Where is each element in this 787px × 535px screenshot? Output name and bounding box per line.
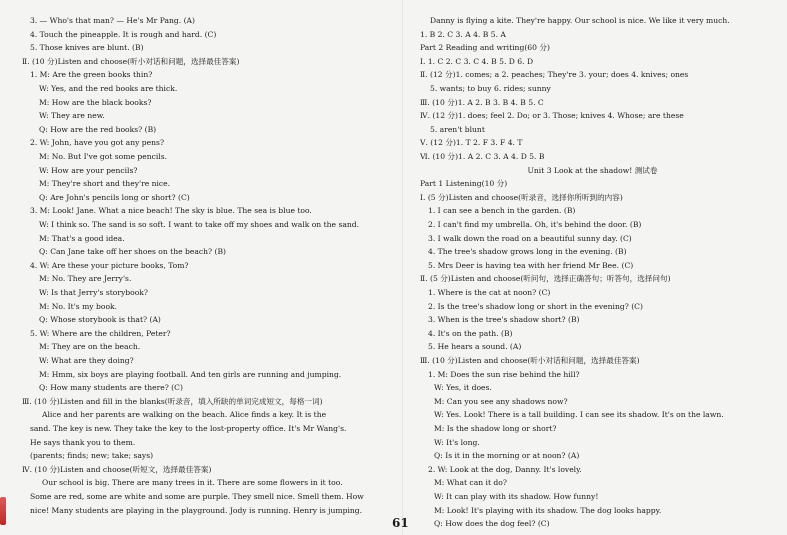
text-line: W: It's long. [434, 437, 480, 447]
text-line: Ⅰ. 1. C 2. C 3. C 4. B 5. D 6. D [420, 56, 534, 66]
text-line: 4. It's on the path. (B) [428, 328, 513, 338]
text-line: 3. I walk down the road on a beautiful sunny day. (C) [428, 233, 632, 243]
text-line: Ⅱ. (12 分)1. comes; a 2. peaches; They're 3. your; does 4. knives; ones [420, 70, 689, 80]
text-line: Ⅲ. (10 分)1. A 2. B 3. B 4. B 5. C [420, 97, 544, 107]
text-line: W: Yes, and the red books are thick. [39, 84, 178, 93]
text-line: W: How are your pencils? [39, 165, 138, 175]
text-line: 4. Touch the pineapple. It is rough and hard. (C) [30, 29, 217, 39]
text-line: Q: Are John's pencils long or short? (C) [39, 192, 190, 202]
text-line: M: No. But I've got some pencils. [39, 152, 168, 161]
text-line: Q: How many students are there? (C) [39, 383, 183, 393]
text-line: M: Hmm, six boys are playing football. And ten girls are running and jumping. [39, 369, 342, 379]
text-line: M: They're short and they're nice. [39, 179, 171, 189]
text-line: (parents; finds; new; take; says) [30, 451, 154, 461]
text-line: W: Yes. Look! There is a tall building. I can see its shadow. It's on the lawn. [434, 410, 724, 420]
text-line: Our school is big. There are many trees in it. There are some flowers in it too. [42, 478, 343, 488]
text-line: M: What can it do? [434, 478, 507, 488]
text-line: 5. W: Where are the children, Peter? [30, 328, 171, 338]
text-line: M: Look! It's playing with its shadow. The dog looks happy. [434, 505, 662, 515]
text-line: 2. Is the tree's shadow long or short in the evening? (C) [428, 301, 643, 311]
text-line: 2. W: John, have you got any pens? [30, 138, 165, 148]
text-line: 5. Those knives are blunt. (B) [30, 43, 144, 53]
text-line: Ⅲ. (10 分)Listen and choose(听小对话和问题，选择最佳答案) [420, 356, 640, 365]
text-line: 1. M: Are the green books thin? [30, 70, 153, 80]
text-line: Q: How are the red books? (B) [39, 124, 157, 134]
text-line: Ⅳ. (10 分)Listen and choose(听短文，选择最佳答案) [22, 464, 212, 474]
text-line: 1. I can see a bench in the garden. (B) [428, 206, 576, 216]
text-line: M: Can you see any shadows now? [434, 396, 568, 406]
text-line: W: I think so. The sand is so soft. I want to take off my shoes and walk on the sand. [39, 220, 360, 229]
text-line: W: What are they doing? [39, 356, 134, 365]
text-line: Ⅰ. (5 分)Listen and choose(听录音，选择你所听到的内容) [420, 192, 623, 202]
text-line: Q: How does the dog feel? (C) [434, 519, 550, 529]
text-line: Q: Can Jane take off her shoes on the beach? (B) [39, 247, 227, 257]
text-line: M: Is the shadow long or short? [434, 424, 557, 433]
text-line: M: How are the black books? [39, 97, 152, 107]
text-line: 3. When is the tree's shadow short? (B) [428, 315, 580, 325]
text-line: sand. The key is new. They take the key to the lost-property office. It's Mr Wang's. [30, 424, 347, 433]
text-line: 2. W: Look at the dog, Danny. It's lovely. [428, 464, 582, 474]
text-line: M: No. They are Jerry's. [39, 274, 132, 284]
text-line: W: Yes, it does. [434, 383, 492, 393]
text-line: 1. M: Does the sun rise behind the hill? [428, 369, 580, 379]
text-line: nice! Many students are playing in the playground. Jody is running. Henry is jumping. [30, 505, 363, 515]
text-line: 4. The tree's shadow grows long in the evening. (B) [428, 247, 627, 257]
text-line: 1. Where is the cat at noon? (C) [428, 288, 551, 297]
text-line: M: They are on the beach. [39, 342, 141, 352]
text-line: Part 2 Reading and writing(60 分) [420, 43, 550, 53]
text-line: Some are red, some are white and some are purple. They smell nice. Smell them. How [30, 492, 364, 501]
text-line: Q: Whose storybook is that? (A) [39, 315, 161, 325]
text-line: 4. W: Are these your picture books, Tom? [30, 260, 189, 270]
text-line: Part 1 Listening(10 分) [420, 179, 508, 189]
text-line: Ⅲ. (10 分)Listen and fill in the blanks(听录音，填入所缺的单词完成短文，每格一词) [22, 396, 323, 406]
text-line: M: That's a good idea. [39, 233, 125, 243]
text-line: M: No. It's my book. [39, 301, 118, 311]
red-edge-mark [0, 497, 6, 525]
text-line: 2. I can't find my umbrella. Oh, it's behind the door. (B) [428, 220, 642, 229]
text-line: Danny is flying a kite. They're happy. Our school is nice. We like it very much. [430, 16, 730, 25]
text-line: 3. M: Look! Jane. What a nice beach! The sky is blue. The sea is blue too. [30, 206, 312, 216]
text-line: 5. He hears a sound. (A) [428, 342, 522, 352]
text-line: 1. B 2. C 3. A 4. B 5. A [420, 29, 506, 39]
text-line: W: It can play with its shadow. How funny! [434, 492, 599, 501]
text-line: 5. aren't blunt [430, 124, 485, 134]
text-line: Q: Is it in the morning or at noon? (A) [434, 451, 580, 461]
text-line: 5. Mrs Deer is having tea with her friend Mr Bee. (C) [428, 260, 634, 270]
page-number: 61 [392, 516, 409, 530]
text-line: He says thank you to them. [30, 437, 136, 447]
text-line: 3. — Who's that man? — He's Mr Pang. (A) [30, 16, 195, 25]
text-line: Ⅱ. (10 分)Listen and choose(听小对话和问题，选择最佳答案) [22, 56, 240, 66]
text-line: W: They are new. [39, 111, 105, 121]
page-fold [402, 0, 403, 535]
text-line: Alice and her parents are walking on the beach. Alice finds a key. It is the [42, 410, 327, 420]
text-line: Ⅴ. (12 分)1. T 2. F 3. F 4. T [420, 138, 523, 148]
text-line: Ⅵ. (10 分)1. A 2. C 3. A 4. D 5. B [420, 152, 545, 161]
text-line: 5. wants; to buy 6. rides; sunny [430, 84, 551, 93]
text-line: W: Is that Jerry's storybook? [39, 288, 148, 297]
text-line: Ⅳ. (12 分)1. does; feel 2. Do; or 3. Those; knives 4. Whose; are these [420, 111, 684, 121]
text-line: Unit 3 Look at the shadow! 测试卷 [527, 165, 658, 175]
text-line: Ⅱ. (5 分)Listen and choose(听问句，选择正确答句；听答句，选择问句) [420, 274, 671, 284]
